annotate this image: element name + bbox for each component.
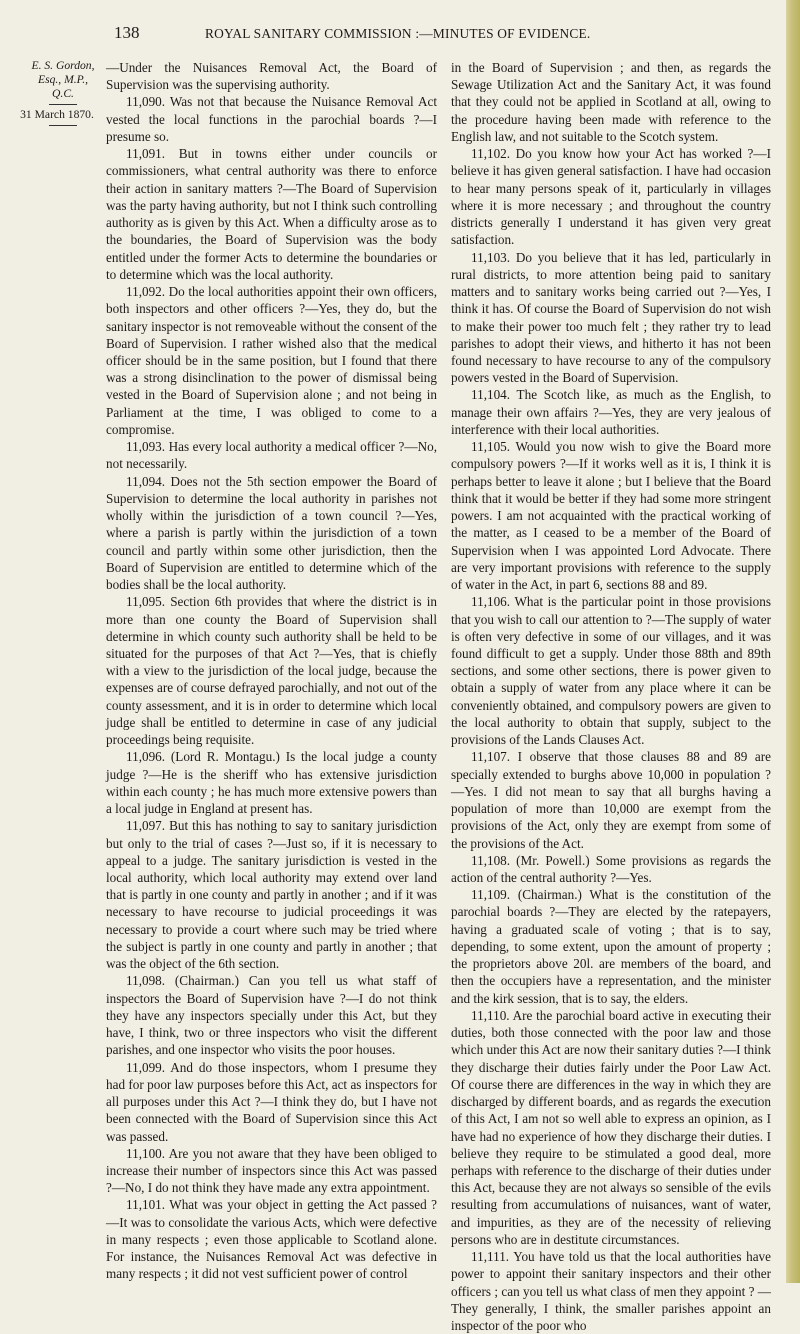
witness-title: Esq., M.P., — [37, 73, 89, 86]
left-column — [106, 59, 437, 1283]
evidence-paragraph: 11,094. Does not the 5th section empower the Board of Supervision to determine the local authority in parishes not wholly within the jurisdiction of a town council ?—Yes, where a parish is partly within the jurisdiction of a town council and partly within some other jurisdiction, then the Board of Supervision are entitled to determine which of the bodies shall be the local authority. — [106, 473, 437, 593]
evidence-paragraph: 11,099. And do those inspectors, whom I presume they had for poor law purposes before this Act, act as inspectors for all purposes under this Act ?—I think they do, but I have not been connected with the Board of Supervision since this Act was passed. — [106, 1059, 437, 1144]
evidence-paragraph: —Under the Nuisances Removal Act, the Board of Supervision was the supervising authority. — [106, 60, 437, 93]
evidence-paragraph: 11,105. Would you now wish to give the Board more compulsory powers ?—If it works well as it is, I think it is perhaps better to leave it alone ; but I believe that the Board think that it would be better if they had some more stringent powers. I am not acquainted with the practical working of the matter, as I ceased to be a member of the Board of Supervision when I was appointed Lord Advocate. There are very important provisions with reference to the supply of water in the Act, in part 6, sections 88 and 89. — [451, 439, 771, 593]
page-edge — [786, 0, 800, 1283]
evidence-paragraph: 11,108. (Mr. Powell.) Some provisions as regards the action of the central authority ?—Yes. — [451, 852, 771, 886]
evidence-paragraph: 11,090. Was not that because the Nuisance Removal Act vested the local functions in the parochial boards ?—I presume so. — [106, 94, 437, 144]
margin-note — [20, 59, 96, 129]
page-number: 138 — [114, 23, 140, 42]
evidence-paragraph: 11,110. Are the parochial board active in executing their duties, both those connected with the poor law and those which under this Act are now their sanitary duties ?—I think they discharge their duties fairly under the Poor Law Act. Of course there are differences in the way in which they are discharged by different boards, and as regards the execution of this Act, I am not so well able to express an opinion, as I have had no experience of how they discharge their duties. I believe they require to be stimulated a good deal, more perhaps with reference to the discharge of their duties under this Act, because they are not always so sensible of the evils resulting from accumulations of nuisances, want of water, and impurities, as they are of the necessity of relieving persons who are in destitute circumstances. — [451, 1007, 771, 1247]
running-title: ROYAL SANITARY COMMISSION :—MINUTES OF EVIDENCE. — [205, 26, 591, 41]
witness-name: E. S. Gordon, — [31, 59, 95, 72]
evidence-date: 31 March 1870. — [20, 108, 94, 121]
evidence-paragraph: 11,095. Section 6th provides that where the district is in more than one county the Board of Supervision shall determine in which county such authority shall be held to be situated for the purposes of that Act ?—Yes, that is chiefly with a view to the jurisdiction of the local judge, because the expenses are of course defrayed parochially, and not out of the county assessment, and it is in order to determine which local judge shall be entitled to determine in case of any judicial proceedings being requisite. — [106, 594, 437, 748]
evidence-paragraph: 11,098. (Chairman.) Can you tell us what staff of inspectors the Board of Supervision have ?—I do not think they have any inspectors specially under this Act, but they have, I think, two or three inspectors who visit the different parishes, and one inspector who visits the poor houses. — [106, 973, 437, 1058]
evidence-paragraph: 11,106. What is the particular point in those provisions that you wish to call our attention to ?—The supply of water is often very defective in some of our villages, and it was found difficult to get a supply. Under those 88th and 89th sections, and some other sections, there is power given to obtain a supply of water from any place where it can be conveniently obtained, and compulsory powers are given to the local authority to obtain that supply, subject to the provisions of the Lands Clauses Act. — [451, 594, 771, 748]
evidence-paragraph: 11,109. (Chairman.) What is the constitution of the parochial boards ?—They are elected by the ratepayers, having a graduated scale of voting ; that is to say, depending, to some extent, upon the amount of property ; the proprietors above 20l. are members of the board, and then the occupiers have a representation, and the minister and the kirk session, that is to say, the elders. — [451, 887, 771, 1006]
margin-rule — [49, 125, 77, 126]
evidence-paragraph: in the Board of Supervision ; and then, as regards the Sewage Utilization Act and the Sanitary Act, it was found that they could not be applied in Scotland at all, owing to the procedure having been made with reference to the English law, and not suitable to the Scotch system. — [451, 60, 771, 144]
page-header — [30, 23, 770, 47]
witness-qualification: Q.C. — [52, 87, 74, 100]
evidence-paragraph: 11,111. You have told us that the local authorities have power to appoint their sanitary inspectors and their other officers ; can you tell us what class of men they appoint ? — They generally, I think, the smaller parishes appoint an inspector of the poor who — [451, 1249, 771, 1334]
evidence-paragraph: 11,103. Do you believe that it has led, particularly in rural districts, to more attention being paid to sanitary matters and to sanitary works being carried out ?—Yes, I think it has. Of course the Board of Supervision do not wish to make their power too much felt ; they rather try to lead parishes to adopt their views, and hitherto it has not been found necessary to have recourse to any of the compulsory powers vested in the Board of Supervision. — [451, 249, 771, 386]
evidence-paragraph: 11,092. Do the local authorities appoint their own officers, both inspectors and other officers ?—Yes, they do, but the sanitary inspector is not removeable without the consent of the Board of Supervision. I rather wished also that the medical officer should be in the same position, but I found that there was a strong disinclination to the power of dismissal being vested in the Board of Supervision alone ; and not being in Parliament at the time, I was obliged to come to a compromise. — [106, 284, 437, 437]
evidence-paragraph: 11,091. But in towns either under councils or commissioners, what central authority was there to enforce their action in sanitary matters ?—The Board of Supervision was the party having authority, but not I think such controlling authority as is given by this Act. When a difficulty arose as to the boundaries, the Board of Supervision was the body entitled under the former Acts to determine the boundaries or to determine which was the local authority. — [106, 146, 437, 282]
evidence-paragraph: 11,107. I observe that those clauses 88 and 89 are specially extended to burghs above 10,000 in population ?—Yes. I did not mean to say that all burghs having a population of more than 10,000 are exempt from the provisions of the Act, only they are exempt from some of the provisions of the Act. — [451, 749, 771, 851]
evidence-paragraph: 11,101. What was your object in getting the Act passed ?—It was to consolidate the various Acts, which were defective in many respects ; even those applicable to Scotland alone. For instance, the Nuisances Removal Act was defective in many respects ; it did not vest sufficient power of control — [106, 1197, 437, 1282]
evidence-paragraph: 11,102. Do you know how your Act has worked ?—I believe it has given general satisfaction. I have had occasion to hear many persons speak of it, particularly in villages where it is more necessary ; and throughout the country districts generally I understand it has given very great satisfaction. — [451, 146, 771, 248]
evidence-paragraph: 11,100. Are you not aware that they have been obliged to increase their number of inspectors since this Act was passed ?—No, I do not think they have made any extra appointment. — [106, 1145, 437, 1196]
evidence-paragraph: 11,096. (Lord R. Montagu.) Is the local judge a county judge ?—He is the sheriff who has extensive jurisdiction within each county ; he has much more extensive powers than a local judge in England at present has. — [106, 749, 437, 817]
right-column — [451, 59, 771, 1334]
evidence-paragraph: 11,104. The Scotch like, as much as the English, to manage their own affairs ?—Yes, they are very jealous of interference with their local authorities. — [451, 387, 771, 437]
evidence-paragraph: 11,093. Has every local authority a medical officer ?—No, not necessarily. — [106, 439, 437, 472]
margin-rule — [49, 104, 77, 105]
evidence-paragraph: 11,097. But this has nothing to say to sanitary jurisdiction but only to the trial of cases ?—Just so, if it is necessary to appeal to a judge. The sanitary jurisdiction is vested in the local authority, which local authority may extend over land that is partly in one county and partly in another ; and if it was necessary to have recourse to judicial proceedings it was necessary to provide a court where such may be tried where the subject is partly in one county and partly in another ; that was the object of the 6th section. — [106, 818, 437, 972]
